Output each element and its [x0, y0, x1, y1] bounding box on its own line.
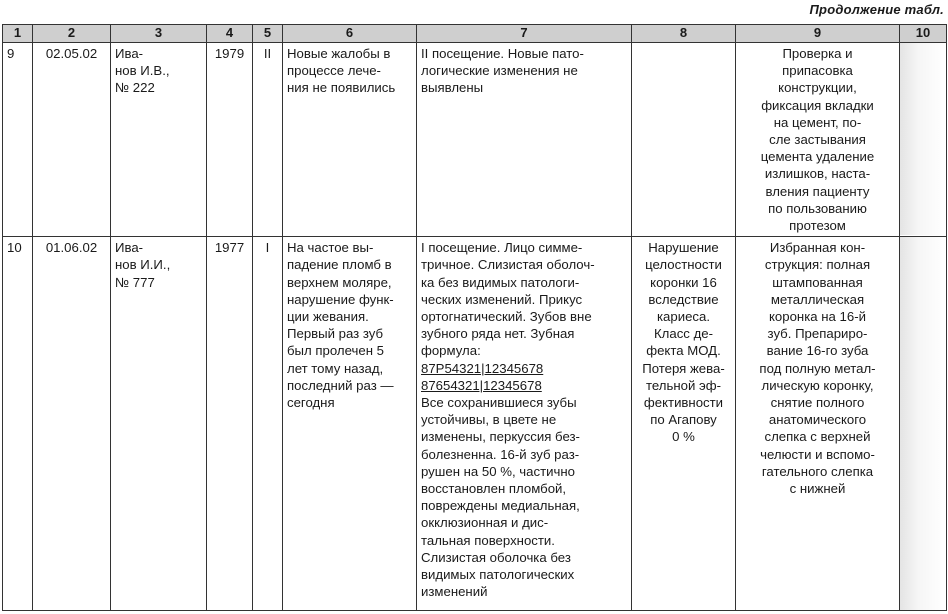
col-header-3: 3: [111, 25, 207, 43]
text-line: лическую коронку,: [761, 377, 874, 393]
text-line: гательного слепка: [761, 463, 874, 479]
text-line: штампованная: [772, 274, 863, 290]
text-line: Ива-: [115, 240, 144, 256]
col-header-1: 1: [3, 25, 33, 43]
text-line: цемента удаление: [760, 149, 875, 165]
text-line: конструкции,: [778, 80, 857, 96]
text-line: был пролечен 5: [287, 343, 384, 359]
header-row: [3, 25, 947, 43]
text-line: вления пациенту: [765, 183, 870, 199]
text-line: рушен на 50 %, частично: [421, 463, 575, 479]
text-line: Новые жалобы в: [287, 46, 391, 61]
patient-name: [111, 43, 207, 237]
text-line: нарушение функ-: [287, 291, 394, 307]
text-line: зубного ряда нет. Зубная: [421, 326, 575, 342]
visit-date: 02.05.02: [33, 43, 111, 237]
text-line: сегодня: [287, 395, 335, 411]
text-line: II посещение. Новые пато-: [421, 46, 584, 61]
row-number: 10: [3, 237, 33, 611]
text-line: по пользованию: [768, 200, 867, 216]
text-line: ческих изменений. Прикус: [421, 291, 583, 307]
text-line: слепка с верхней: [764, 429, 871, 445]
text-line: ния не появились: [287, 80, 396, 96]
birth-year: 1977: [207, 237, 253, 611]
text-line: ортогнатический. Зубов вне: [421, 309, 592, 325]
col-header-7: 7: [417, 25, 632, 43]
table-caption: Продолжение табл.: [809, 2, 944, 17]
text-line: выявлены: [421, 80, 484, 96]
visit-number: II: [253, 43, 283, 237]
text-line: нов И.И.,: [115, 257, 171, 273]
text-line: нов И.В.,: [115, 63, 170, 79]
diagnosis: [632, 43, 736, 237]
text-line: окклюзионная и дис-: [421, 515, 549, 531]
birth-year: 1979: [207, 43, 253, 237]
dental-record-table: [2, 24, 947, 611]
text-line: устойчивы, в цвете не: [421, 412, 557, 428]
text-line: зуб. Препариро-: [767, 326, 868, 342]
text-line: ка без видимых патологи-: [421, 274, 580, 290]
text-line: целостности: [645, 257, 722, 273]
complaints: [283, 237, 417, 611]
text-line: последний раз —: [287, 377, 394, 393]
text-line: струкция: полная: [764, 257, 871, 273]
text-line: припасовка: [782, 63, 853, 79]
treatment: [736, 237, 900, 611]
treatment: [736, 43, 900, 237]
col-header-2: 2: [33, 25, 111, 43]
text-line: Все сохранившиеся зубы: [421, 395, 577, 411]
text-line: 87654321|12345678: [421, 377, 542, 393]
text-line: под полную метал-: [759, 360, 876, 376]
text-line: Нарушение: [648, 240, 719, 256]
col-header-9: 9: [736, 25, 900, 43]
text-line: изменены, перкуссия без-: [421, 429, 580, 445]
complaints: [283, 43, 417, 237]
text-line: На частое вы-: [287, 240, 374, 256]
text-line: падение пломб в: [287, 257, 392, 273]
text-line: коронка на 16-й: [769, 309, 866, 325]
patient-name: [111, 237, 207, 611]
notes-cell: [900, 43, 947, 237]
text-line: Класс де-: [654, 326, 713, 342]
text-line: тельной эф-: [646, 377, 721, 393]
visit-number: I: [253, 237, 283, 611]
text-line: Избранная кон-: [769, 240, 866, 256]
text-line: процессе лече-: [287, 63, 381, 79]
examination: [417, 43, 632, 237]
text-line: фективности: [643, 395, 724, 411]
text-line: фекта МОД.: [646, 343, 721, 359]
text-line: Первый раз зуб: [287, 326, 384, 342]
text-line: вание 16-го зуба: [766, 343, 869, 359]
text-line: анатомического: [768, 412, 867, 428]
text-line: вследствие: [648, 291, 719, 307]
text-line: № 777: [115, 274, 155, 290]
examination: [417, 237, 632, 611]
col-header-8: 8: [632, 25, 736, 43]
text-line: излишков, наста-: [764, 166, 871, 182]
text-line: Потеря жева-: [642, 360, 725, 376]
row-number: 9: [3, 43, 33, 237]
text-line: 87Р54321|12345678: [421, 360, 544, 376]
col-header-5: 5: [253, 25, 283, 43]
text-line: лет тому назад,: [287, 360, 384, 376]
text-line: видимых патологических: [421, 567, 575, 583]
text-line: верхнем моляре,: [287, 274, 392, 290]
text-line: Проверка и: [782, 46, 853, 61]
text-line: формула:: [421, 343, 481, 359]
text-line: тальная поверхности.: [421, 532, 555, 548]
diagnosis: [632, 237, 736, 611]
text-line: коронки 16: [650, 274, 717, 290]
text-line: изменений: [421, 584, 488, 600]
text-line: Ива-: [115, 46, 144, 61]
text-line: челюсти и вспомо-: [760, 446, 875, 462]
text-line: по Агапову: [650, 412, 717, 428]
col-header-10: 10: [900, 25, 947, 43]
col-header-6: 6: [283, 25, 417, 43]
text-line: логические изменения не: [421, 63, 578, 79]
text-line: с нижней: [789, 481, 846, 497]
text-line: снятие полного: [770, 395, 865, 411]
text-line: Слизистая оболочка без: [421, 549, 571, 565]
table-row: [3, 43, 947, 237]
notes-cell: [900, 237, 947, 611]
text-line: на цемент, по-: [773, 114, 862, 130]
text-line: 0 %: [672, 429, 695, 445]
text-line: № 222: [115, 80, 155, 96]
text-line: металлическая: [770, 291, 865, 307]
text-line: повреждены медиальная,: [421, 498, 580, 514]
table-row: [3, 237, 947, 611]
text-line: ции жевания.: [287, 309, 369, 325]
text-line: кариеса.: [656, 309, 711, 325]
text-line: I посещение. Лицо симме-: [421, 240, 583, 256]
col-header-4: 4: [207, 25, 253, 43]
text-line: протезом: [789, 218, 846, 234]
text-line: болезненна. 16-й зуб раз-: [421, 446, 580, 462]
visit-date: 01.06.02: [33, 237, 111, 611]
text-line: восстановлен пломбой,: [421, 481, 567, 497]
text-line: сле застывания: [769, 132, 866, 148]
text-line: тричное. Слизистая оболоч-: [421, 257, 595, 273]
text-line: фиксация вкладки: [761, 97, 874, 113]
